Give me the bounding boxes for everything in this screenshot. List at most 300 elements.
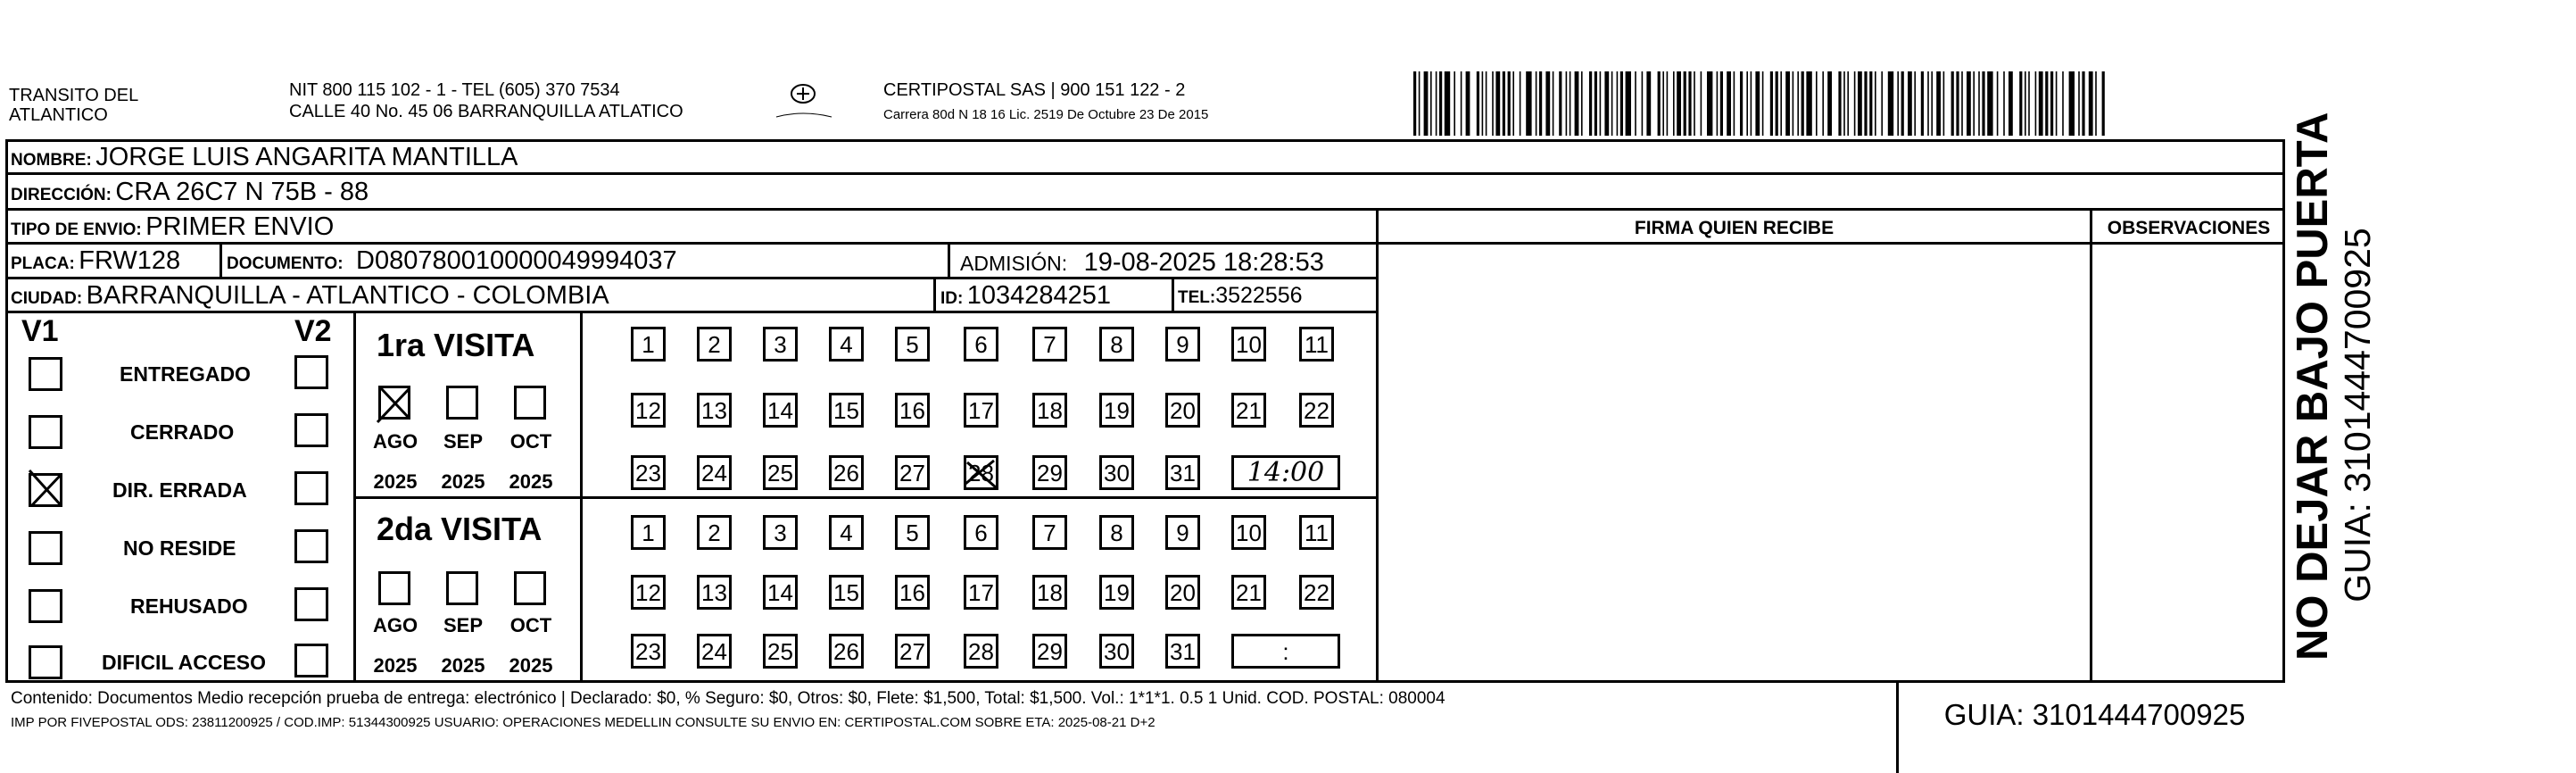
- barcode-bar: [1667, 71, 1669, 136]
- day-number: 20: [1170, 579, 1196, 606]
- barcode-bar: [1931, 71, 1933, 136]
- month-label: AGO: [372, 430, 418, 453]
- documento-value: D080780010000049994037: [356, 246, 677, 275]
- day-box[interactable]: [697, 515, 732, 550]
- day-number: 14: [767, 579, 793, 606]
- day-box[interactable]: [1099, 575, 1134, 610]
- barcode-bar: [1570, 71, 1571, 136]
- barcode-bar: [1897, 71, 1899, 136]
- day-box[interactable]: [1032, 393, 1067, 428]
- year-label: 2025: [441, 470, 485, 493]
- day-number: 8: [1110, 331, 1123, 358]
- day-box[interactable]: [895, 455, 930, 490]
- barcode-bar: [1575, 71, 1579, 136]
- barcode-bar: [1961, 71, 1963, 136]
- x-mark-icon: [31, 476, 60, 504]
- day-box[interactable]: [1299, 575, 1334, 610]
- certipostal-logo: [773, 79, 835, 125]
- barcode-bar: [1838, 71, 1841, 136]
- day-box[interactable]: [1165, 393, 1200, 428]
- v1-checkbox[interactable]: [29, 531, 62, 565]
- day-box[interactable]: [697, 575, 732, 610]
- direccion-field: [11, 178, 369, 207]
- day-number: 4: [840, 331, 853, 358]
- day-box[interactable]: [763, 634, 798, 669]
- barcode-bar: [1956, 71, 1959, 136]
- barcode-bar: [1419, 71, 1421, 136]
- footer-guia: GUIA: 3101444700925: [1943, 698, 2246, 731]
- day-box[interactable]: [895, 575, 930, 610]
- day-number: 1: [642, 519, 655, 546]
- day-box[interactable]: [829, 455, 864, 490]
- barcode-bar: [1526, 71, 1531, 136]
- barcode-bar: [1858, 71, 1862, 136]
- day-number: 28: [968, 638, 994, 665]
- day-number: 19: [1104, 579, 1130, 606]
- day-number: 9: [1176, 519, 1189, 546]
- barcode-bar: [2045, 71, 2048, 136]
- barcode-bar: [1921, 71, 1924, 136]
- day-box[interactable]: [631, 393, 666, 428]
- day-number: 13: [701, 397, 727, 424]
- firma-header: FIRMA QUIEN RECIBE: [1634, 218, 1835, 238]
- side-guia-text: GUIA: 3101444700925: [2337, 228, 2378, 603]
- status-label: ENTREGADO: [120, 362, 251, 386]
- month-label: OCT: [509, 430, 552, 453]
- barcode-bar: [1701, 71, 1702, 136]
- day-number: 27: [899, 638, 925, 665]
- barcode-bar: [1740, 71, 1743, 136]
- barcode-bar: [1677, 71, 1681, 136]
- barcode-bar: [2082, 71, 2084, 136]
- month-label: OCT: [509, 614, 552, 636]
- tel-label: TEL:: [1178, 288, 1216, 307]
- barcode-bar: [2095, 71, 2097, 136]
- barcode-bar: [1626, 71, 1631, 136]
- day-number: 11: [1305, 519, 1329, 546]
- barcode-bar: [1875, 71, 1876, 136]
- day-box[interactable]: [763, 515, 798, 550]
- day-box[interactable]: [1299, 327, 1334, 362]
- barcode-bar: [1881, 71, 1883, 136]
- day-number: 6: [974, 519, 988, 546]
- day-box[interactable]: [895, 515, 930, 550]
- barcode-bar: [1780, 71, 1782, 136]
- day-number: 3: [774, 519, 787, 546]
- day-box[interactable]: [964, 634, 998, 669]
- day-box[interactable]: [829, 515, 864, 550]
- barcode-bar: [1642, 71, 1644, 136]
- day-number: 23: [635, 460, 661, 486]
- day-number: 21: [1236, 579, 1262, 606]
- v2-checkbox[interactable]: [294, 355, 328, 389]
- barcode-bar: [1477, 71, 1479, 136]
- barcode-bar: [1413, 71, 1416, 136]
- second-visit-time[interactable]: :: [1231, 634, 1340, 669]
- day-number: 4: [840, 519, 853, 546]
- v2-checkbox[interactable]: [294, 644, 328, 677]
- nombre-label: NOMBRE:: [11, 151, 92, 170]
- day-number: 3: [774, 331, 787, 358]
- day-box[interactable]: [631, 327, 666, 362]
- barcode-bar: [1951, 71, 1954, 136]
- day-number: 12: [635, 397, 661, 424]
- barcode-bar: [2078, 71, 2080, 136]
- nombre-field: [11, 143, 518, 172]
- barcode-bar: [1512, 71, 1514, 136]
- day-number: 31: [1170, 638, 1196, 665]
- v1-checkbox[interactable]: [29, 589, 62, 623]
- barcode-bar: [1770, 71, 1773, 136]
- handwritten-mark-icon: [964, 455, 999, 491]
- day-box[interactable]: [895, 327, 930, 362]
- ciudad-label: CIUDAD:: [11, 289, 83, 308]
- day-box[interactable]: [697, 634, 732, 669]
- barcode-bar: [1908, 71, 1912, 136]
- barcode-bar: [1662, 71, 1664, 136]
- day-box[interactable]: [763, 393, 798, 428]
- sender-address: CALLE 40 No. 45 06 BARRANQUILLA ATLATICO: [289, 102, 683, 121]
- day-box[interactable]: [1099, 515, 1134, 550]
- day-box[interactable]: [631, 634, 666, 669]
- year-label: 2025: [373, 470, 418, 493]
- barcode-bar: [1604, 71, 1609, 136]
- status-label: DIR. ERRADA: [112, 478, 247, 502]
- tel-field: [1178, 283, 1303, 309]
- barcode-bar: [1978, 71, 1980, 136]
- day-box[interactable]: [1032, 327, 1067, 362]
- month-checkbox[interactable]: [514, 386, 546, 420]
- no-dejar-bajo-puerta-text: NO DEJAR BAJO PUERTA: [2289, 112, 2337, 661]
- barcode-bar: [1822, 71, 1824, 136]
- day-number: 26: [833, 638, 859, 665]
- barcode-bar: [1806, 71, 1811, 136]
- day-box[interactable]: [964, 455, 998, 490]
- day-number: 18: [1037, 579, 1063, 606]
- day-number: 10: [1236, 519, 1262, 546]
- placa-label: PLACA:: [11, 254, 75, 273]
- barcode-bar: [2003, 71, 2005, 136]
- v1-checkbox[interactable]: [29, 357, 62, 391]
- day-number: 2: [708, 519, 721, 546]
- barcode-bar: [1785, 71, 1790, 136]
- barcode-bar: [1545, 71, 1550, 136]
- barcode-bar: [1973, 71, 1975, 136]
- year-label: 2025: [441, 654, 485, 677]
- barcode-bar: [1566, 71, 1568, 136]
- day-box[interactable]: [631, 575, 666, 610]
- barcode-bar: [1617, 71, 1619, 136]
- barcode-bar: [1888, 71, 1893, 136]
- status-label: CERRADO: [130, 420, 235, 444]
- x-mark-icon: [381, 388, 408, 417]
- v2-checkbox[interactable]: [294, 587, 328, 621]
- day-number: 30: [1104, 638, 1130, 665]
- day-box[interactable]: [763, 575, 798, 610]
- day-box[interactable]: [697, 327, 732, 362]
- day-number: 9: [1176, 331, 1189, 358]
- barcode-bar: [1982, 71, 1984, 136]
- side-vertical-text: [2289, 112, 2387, 661]
- tipo-envio-label: TIPO DE ENVIO:: [11, 220, 142, 239]
- barcode-bar: [1594, 71, 1597, 136]
- imp-text: IMP POR FIVEPOSTAL ODS: 23811200925 / COD.IMP: 51344300925 USUARIO: OPERACIONES MEDELLIN CONSULTE SU ENVIO EN: CERTIPOSTAL.COM SOBRE ETA: 2025-08-21 D+2: [11, 715, 1155, 730]
- barcode-bar: [1901, 71, 1904, 136]
- observaciones-header: OBSERVACIONES: [2107, 218, 2271, 238]
- barcode-bar: [1936, 71, 1941, 136]
- barcode-bar: [1751, 71, 1752, 136]
- month-label: SEP: [443, 614, 484, 636]
- barcode-bar: [2062, 71, 2064, 136]
- day-box[interactable]: [631, 515, 666, 550]
- day-box[interactable]: [1165, 327, 1200, 362]
- ciudad-field: [11, 281, 609, 311]
- day-number: 13: [701, 579, 727, 606]
- tel-value: 3522556: [1215, 283, 1303, 308]
- id-value: 1034284251: [966, 281, 1112, 310]
- day-box[interactable]: [1099, 634, 1134, 669]
- month-checkbox[interactable]: [514, 571, 546, 605]
- barcode-bar: [1424, 71, 1429, 136]
- barcode-bar: [1495, 71, 1500, 136]
- year-label: 2025: [509, 470, 553, 493]
- barcode-bar: [2056, 71, 2058, 136]
- status-label: DIFICIL ACCESO: [102, 651, 267, 674]
- barcode-bar: [2035, 71, 2037, 136]
- day-number: 29: [1037, 460, 1063, 486]
- day-number: 20: [1170, 397, 1196, 424]
- day-number: 18: [1037, 397, 1063, 424]
- day-number: 17: [968, 397, 994, 424]
- barcode-bar: [1802, 71, 1804, 136]
- day-box[interactable]: [1165, 575, 1200, 610]
- day-box[interactable]: [631, 455, 666, 490]
- day-number: 14: [767, 397, 793, 424]
- day-number: 5: [906, 519, 919, 546]
- barcode-bar: [1646, 71, 1651, 136]
- barcode-bar: [2028, 71, 2030, 136]
- day-box[interactable]: [829, 327, 864, 362]
- day-number: 26: [833, 460, 859, 486]
- day-box[interactable]: [1231, 327, 1266, 362]
- day-number: 21: [1236, 397, 1262, 424]
- day-number: 25: [767, 460, 793, 486]
- barcode-bar: [1843, 71, 1845, 136]
- barcode-bar: [1869, 71, 1872, 136]
- year-label: 2025: [373, 654, 418, 677]
- barcode-bar: [1439, 71, 1442, 136]
- barcode-bar: [1746, 71, 1748, 136]
- v1-checkbox[interactable]: [29, 473, 62, 507]
- id-field: [940, 281, 1111, 311]
- month-checkbox[interactable]: [378, 386, 410, 420]
- day-box[interactable]: [829, 575, 864, 610]
- day-number: 24: [701, 638, 727, 665]
- day-box[interactable]: [1099, 455, 1134, 490]
- barcode-bar: [1620, 71, 1623, 136]
- barcode-bar: [2039, 71, 2043, 136]
- day-box[interactable]: [1165, 455, 1200, 490]
- month-checkbox[interactable]: [378, 571, 410, 605]
- barcode-bar: [1635, 71, 1636, 136]
- placa-field: [11, 246, 180, 276]
- day-number: 23: [635, 638, 661, 665]
- barcode: [1410, 71, 2112, 136]
- day-box[interactable]: [697, 455, 732, 490]
- barcode-bar: [2069, 71, 2075, 136]
- v2-header: V2: [294, 314, 332, 348]
- barcode-bar: [1827, 71, 1832, 136]
- day-box[interactable]: [1165, 515, 1200, 550]
- day-box[interactable]: [1231, 515, 1266, 550]
- barcode-bar: [1559, 71, 1561, 136]
- day-number: 10: [1236, 331, 1262, 358]
- barcode-bar: [2025, 71, 2026, 136]
- day-box[interactable]: [1165, 634, 1200, 669]
- v1-checkbox[interactable]: [29, 645, 62, 679]
- direccion-value: CRA 26C7 N 75B - 88: [115, 178, 369, 206]
- month-checkbox[interactable]: [446, 386, 478, 420]
- tipo-envio-value: PRIMER ENVIO: [145, 212, 335, 241]
- id-label: ID:: [940, 289, 964, 308]
- tipo-envio-field: [11, 212, 334, 242]
- placa-value: FRW128: [79, 246, 181, 275]
- day-box[interactable]: [697, 393, 732, 428]
- month-label: SEP: [443, 430, 484, 453]
- day-box[interactable]: [829, 634, 864, 669]
- barcode-bar: [1673, 71, 1675, 136]
- barcode-bar: [1492, 71, 1494, 136]
- barcode-bar: [1717, 71, 1719, 136]
- day-number: 25: [767, 638, 793, 665]
- day-box[interactable]: [1231, 575, 1266, 610]
- year-label: 2025: [509, 654, 553, 677]
- barcode-bar: [1727, 71, 1731, 136]
- day-box[interactable]: [1231, 393, 1266, 428]
- contenido-text: Contenido: Documentos Medio recepción prueba de entrega: electrónico | Declarado: $0, % Seguro: $0, Otros: $0, Flete: $1,500, Total: $1,500. Vol.: 1*1*1. 0.5 1 Unid. COD. POSTAL: 080004: [11, 689, 1445, 708]
- carrier-address: Carrera 80d N 18 16 Lic. 2519 De Octubre 23 De 2015: [883, 107, 1209, 122]
- barcode-bar: [1611, 71, 1613, 136]
- barcode-bar: [1755, 71, 1760, 136]
- day-number: 2: [708, 331, 721, 358]
- second-visit-title: 2da VISITA: [377, 511, 543, 547]
- barcode-bar: [1658, 71, 1661, 136]
- month-checkbox[interactable]: [446, 571, 478, 605]
- barcode-bar: [1430, 71, 1432, 136]
- v2-checkbox[interactable]: [294, 471, 328, 505]
- carrier-name: CERTIPOSTAL SAS | 900 151 122 - 2: [883, 80, 1186, 100]
- barcode-bar: [1987, 71, 1992, 136]
- day-box[interactable]: [895, 634, 930, 669]
- barcode-bar: [1581, 71, 1583, 136]
- barcode-bar: [1589, 71, 1592, 136]
- sender-name-line2: ATLANTICO: [9, 105, 108, 125]
- day-box[interactable]: [1032, 515, 1067, 550]
- day-box[interactable]: [895, 393, 930, 428]
- day-number: 11: [1305, 331, 1329, 358]
- barcode-bar: [1720, 71, 1723, 136]
- day-box[interactable]: [1099, 393, 1134, 428]
- barcode-bar: [1707, 71, 1712, 136]
- barcode-bar: [1445, 71, 1450, 136]
- barcode-bar: [1854, 71, 1856, 136]
- day-number: 12: [635, 579, 661, 606]
- v2-checkbox[interactable]: [294, 413, 328, 447]
- first-visit-title: 1ra VISITA: [377, 327, 535, 363]
- month-label: AGO: [372, 614, 418, 636]
- first-visit-time[interactable]: 14:00: [1231, 455, 1340, 490]
- barcode-bar: [1694, 71, 1695, 136]
- barcode-bar: [1520, 71, 1521, 136]
- barcode-bar: [1997, 71, 1999, 136]
- day-number: 6: [974, 331, 988, 358]
- barcode-bar: [1553, 71, 1554, 136]
- barcode-bar: [1793, 71, 1794, 136]
- day-box[interactable]: [1032, 634, 1067, 669]
- day-number: 15: [833, 579, 859, 606]
- admision-field: [960, 248, 1324, 278]
- day-number: 31: [1170, 460, 1196, 486]
- barcode-bar: [1461, 71, 1462, 136]
- barcode-bar: [1508, 71, 1511, 136]
- sender-name-line1: TRANSITO DEL: [9, 86, 139, 105]
- barcode-bar: [1436, 71, 1437, 136]
- day-box[interactable]: [1099, 327, 1134, 362]
- v2-checkbox[interactable]: [294, 529, 328, 563]
- day-box[interactable]: [763, 327, 798, 362]
- day-box[interactable]: [1299, 515, 1334, 550]
- day-box[interactable]: [1299, 393, 1334, 428]
- documento-field: [227, 246, 677, 276]
- barcode-bar: [1466, 71, 1470, 136]
- day-number: 8: [1110, 519, 1123, 546]
- day-number: 28: [968, 460, 994, 486]
- barcode-bar: [2019, 71, 2022, 136]
- barcode-bar: [1967, 71, 1971, 136]
- barcode-bar: [1600, 71, 1602, 136]
- day-number: 7: [1043, 519, 1056, 546]
- day-box[interactable]: [1032, 575, 1067, 610]
- barcode-bar: [1454, 71, 1455, 136]
- day-box[interactable]: [829, 393, 864, 428]
- barcode-bar: [1927, 71, 1929, 136]
- day-number: 17: [968, 579, 994, 606]
- day-number: 15: [833, 397, 859, 424]
- day-box[interactable]: [964, 327, 998, 362]
- day-box[interactable]: [964, 393, 998, 428]
- barcode-bar: [1776, 71, 1778, 136]
- day-box[interactable]: [964, 575, 998, 610]
- barcode-bar: [1539, 71, 1542, 136]
- admision-label: ADMISIÓN:: [960, 252, 1068, 275]
- barcode-bar: [1486, 71, 1487, 136]
- sender-nit: NIT 800 115 102 - 1 - TEL (605) 370 7534: [289, 80, 620, 100]
- barcode-bar: [1688, 71, 1691, 136]
- direccion-label: DIRECCIÓN:: [11, 186, 112, 204]
- day-box[interactable]: [1032, 455, 1067, 490]
- barcode-bar: [2102, 71, 2105, 136]
- barcode-bar: [2050, 71, 2053, 136]
- nombre-value: JORGE LUIS ANGARITA MANTILLA: [95, 143, 518, 171]
- day-number: 27: [899, 460, 925, 486]
- barcode-bar: [1762, 71, 1764, 136]
- day-number: 22: [1304, 579, 1329, 606]
- barcode-bar: [1503, 71, 1505, 136]
- v1-checkbox[interactable]: [29, 415, 62, 449]
- day-box[interactable]: [763, 455, 798, 490]
- barcode-bar: [2089, 71, 2093, 136]
- day-box[interactable]: [964, 515, 998, 550]
